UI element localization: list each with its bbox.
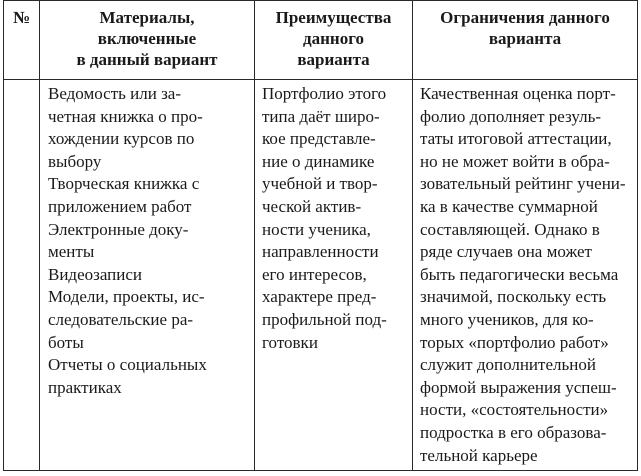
header-limitations — [413, 1, 638, 80]
header-materials-label: Материалы, включенные в данный вариант — [76, 8, 218, 69]
cell-materials-text: Ведомость или за- четная книжка о про- хождении курсов по выбору Творческая книжка с приложением работ Электронные доку- менты Видеозаписи Модели, проекты, ис- следовательские ра- боты Отчеты о социальных практиках — [48, 84, 207, 397]
header-advantages-label: Преимущества данного варианта — [275, 8, 392, 69]
cell-advantages-text: Портфолио этого типа даёт широ- кое представле- ние о динамике учебной и твор- ческой актив- ности ученика, направленности его интересов, характере пред- профильной под- готовки — [262, 84, 387, 352]
table-row — [4, 80, 638, 471]
header-advantages — [255, 1, 413, 80]
header-number-label: № — [12, 8, 31, 27]
header-materials — [40, 1, 255, 80]
table-header-row — [4, 1, 638, 80]
cell-materials — [40, 80, 255, 471]
portfolio-table — [3, 0, 638, 471]
cell-limitations-text: Качественная оценка порт- фолио дополняет резуль- таты итоговой аттестации, но не может войти в обра- зовательный рейтинг учени- ка в качестве суммарной составляющей. Однако в ряде случаев она может быть педагогически весьма значимой, поскольку есть много учеников, для ко- торых «портфолио работ» служит дополнительной формой выражения успеш- ности, «состоятельности» подростка в его образова- тельной карьере — [420, 84, 626, 465]
cell-number — [4, 80, 40, 471]
cell-limitations — [413, 80, 638, 471]
header-number — [4, 1, 40, 80]
cell-advantages — [255, 80, 413, 471]
header-limitations-label: Ограничения данного варианта — [440, 8, 610, 48]
